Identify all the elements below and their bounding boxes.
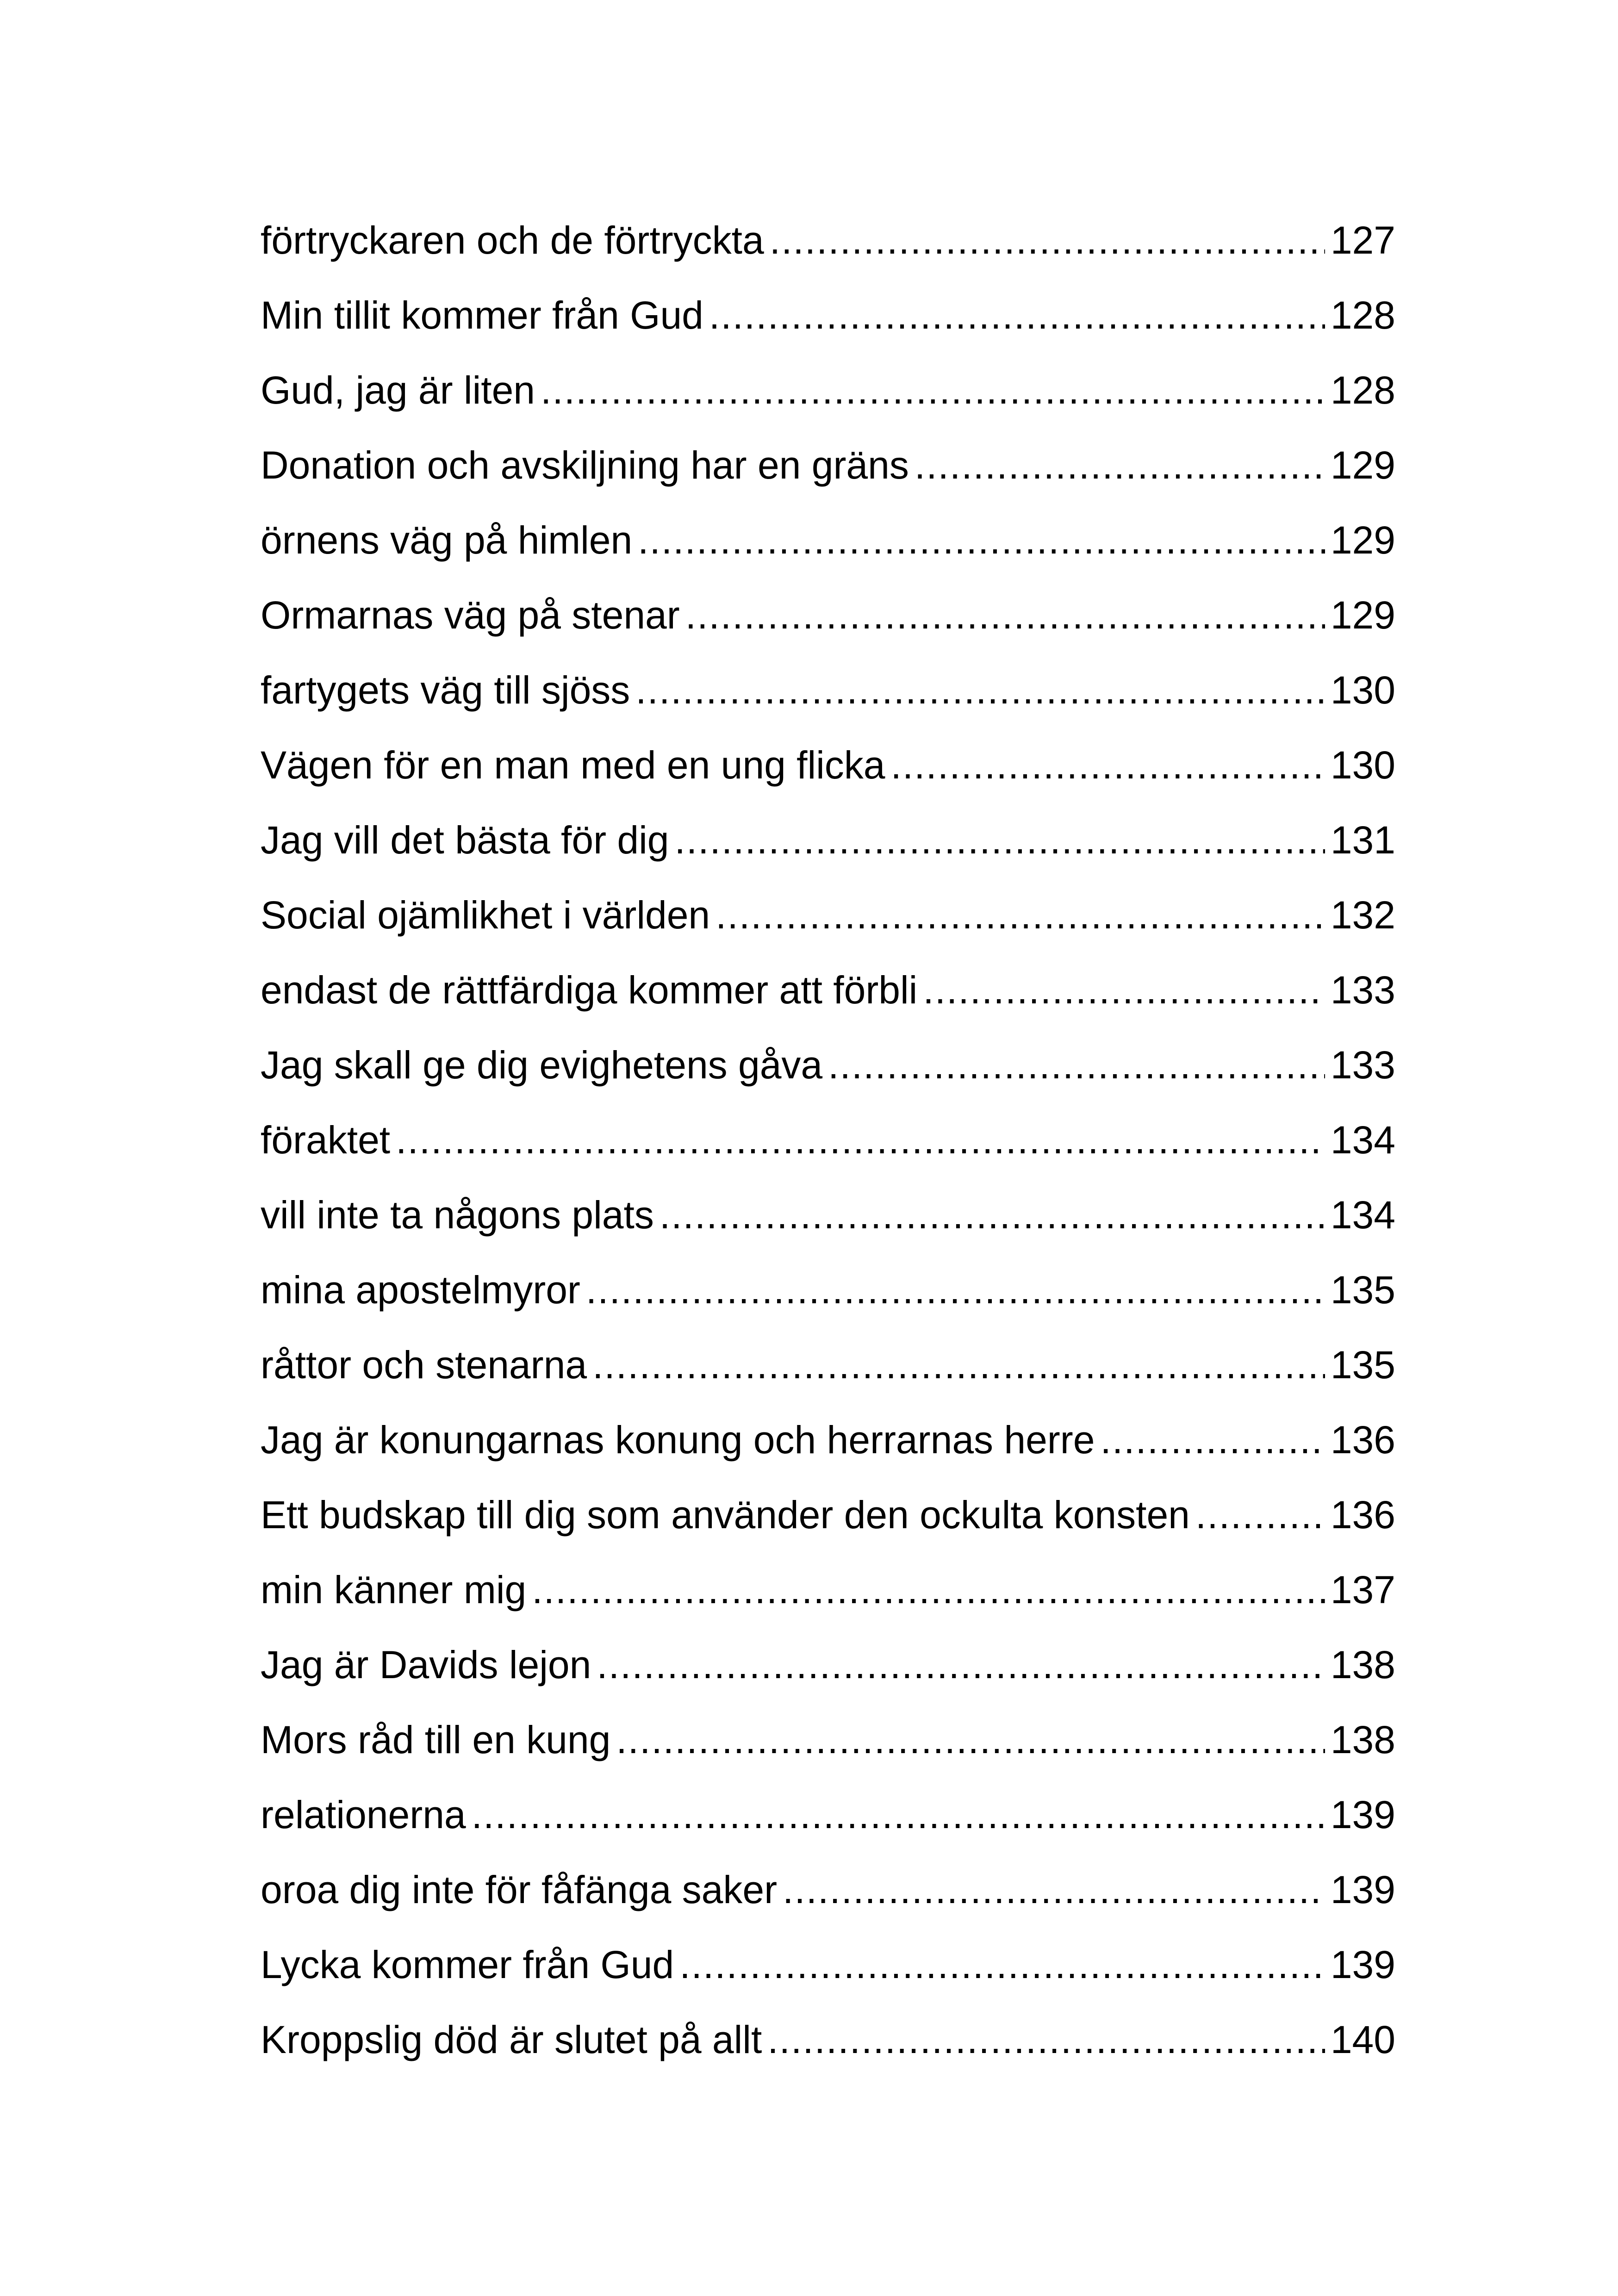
toc-dot-leader	[597, 1627, 1325, 1702]
toc-entry	[261, 1102, 1395, 1177]
toc-entry-page: 138	[1330, 1718, 1395, 1761]
toc-dot-leader	[616, 1702, 1325, 1777]
toc-entry-page: 136	[1330, 1493, 1395, 1537]
toc-dot-leader	[592, 1327, 1325, 1402]
toc-entry-title: relationerna	[261, 1793, 466, 1836]
toc-entry	[261, 653, 1395, 728]
toc-entry	[261, 1327, 1395, 1402]
toc-entry-title: Kroppslig död är slutet på allt	[261, 2018, 762, 2061]
toc-entry	[261, 728, 1395, 803]
toc-entry-page: 139	[1330, 1793, 1395, 1836]
table-of-contents	[261, 203, 1395, 2077]
toc-entry	[261, 1177, 1395, 1252]
toc-entry-page: 131	[1330, 818, 1395, 862]
toc-entry-title: vill inte ta någons plats	[261, 1193, 654, 1237]
toc-entry-title: förtryckaren och de förtryckta	[261, 218, 764, 262]
toc-entry-page: 136	[1330, 1418, 1395, 1462]
toc-entry-title: endast de rättfärdiga kommer att förbli	[261, 968, 918, 1012]
toc-entry	[261, 1552, 1395, 1627]
toc-entry-title: Min tillit kommer från Gud	[261, 293, 703, 337]
toc-entry	[261, 353, 1395, 428]
toc-entry-title: Vägen för en man med en ung flicka	[261, 743, 885, 787]
toc-dot-leader	[767, 2002, 1325, 2077]
toc-dot-leader	[709, 278, 1325, 353]
toc-entry-page: 133	[1330, 968, 1395, 1012]
toc-entry	[261, 803, 1395, 877]
toc-entry-page: 129	[1330, 443, 1395, 487]
toc-entry	[261, 877, 1395, 952]
toc-entry-page: 127	[1330, 218, 1395, 262]
toc-entry	[261, 1852, 1395, 1927]
toc-dot-leader	[1195, 1477, 1325, 1552]
toc-dot-leader	[915, 428, 1325, 503]
toc-entry-title: Social ojämlikhet i världen	[261, 893, 710, 937]
toc-entry	[261, 1477, 1395, 1552]
toc-entry-title: min känner mig	[261, 1568, 527, 1612]
toc-dot-leader	[783, 1852, 1325, 1927]
toc-entry	[261, 1627, 1395, 1702]
toc-entry-page: 129	[1330, 593, 1395, 637]
toc-entry-title: fartygets väg till sjöss	[261, 668, 630, 712]
toc-entry-page: 133	[1330, 1043, 1395, 1087]
toc-entry-title: Gud, jag är liten	[261, 368, 535, 412]
toc-dot-leader	[923, 952, 1325, 1027]
toc-dot-leader	[685, 578, 1325, 653]
toc-dot-leader	[635, 653, 1325, 728]
toc-dot-leader	[770, 203, 1325, 278]
toc-entry-title: Ormarnas väg på stenar	[261, 593, 680, 637]
toc-entry-title: mina apostelmyror	[261, 1268, 580, 1312]
toc-entry	[261, 2002, 1395, 2077]
toc-entry	[261, 1402, 1395, 1477]
toc-entry-title: föraktet	[261, 1118, 391, 1162]
toc-entry	[261, 1252, 1395, 1327]
toc-entry-page: 140	[1330, 2018, 1395, 2061]
toc-dot-leader	[541, 353, 1325, 428]
toc-entry-title: Jag är konungarnas konung och herrarnas herre	[261, 1418, 1095, 1462]
toc-entry-page: 128	[1330, 293, 1395, 337]
toc-entry-page: 139	[1330, 1868, 1395, 1911]
toc-entry-title: Jag är Davids lejon	[261, 1643, 591, 1686]
toc-entry	[261, 203, 1395, 278]
toc-entry-page: 130	[1330, 743, 1395, 787]
toc-entry	[261, 1927, 1395, 2002]
toc-entry-page: 129	[1330, 518, 1395, 562]
toc-entry-title: Lycka kommer från Gud	[261, 1943, 674, 1986]
toc-dot-leader	[472, 1777, 1325, 1852]
toc-entry-title: Donation och avskiljning har en gräns	[261, 443, 909, 487]
toc-dot-leader	[532, 1552, 1325, 1627]
toc-entry-page: 134	[1330, 1118, 1395, 1162]
toc-entry	[261, 428, 1395, 503]
toc-entry-page: 138	[1330, 1643, 1395, 1686]
toc-dot-leader	[396, 1102, 1325, 1177]
toc-entry-page: 132	[1330, 893, 1395, 937]
toc-entry	[261, 278, 1395, 353]
toc-entry-title: råttor och stenarna	[261, 1343, 587, 1387]
toc-entry-title: Jag skall ge dig evighetens gåva	[261, 1043, 823, 1087]
toc-dot-leader	[716, 877, 1325, 952]
toc-entry-page: 128	[1330, 368, 1395, 412]
toc-dot-leader	[1100, 1402, 1325, 1477]
toc-entry	[261, 952, 1395, 1027]
toc-dot-leader	[828, 1027, 1325, 1102]
toc-dot-leader	[638, 503, 1325, 578]
toc-dot-leader	[679, 1927, 1325, 2002]
toc-entry	[261, 1027, 1395, 1102]
toc-entry-title: Mors råd till en kung	[261, 1718, 611, 1761]
toc-entry	[261, 578, 1395, 653]
toc-dot-leader	[660, 1177, 1325, 1252]
toc-dot-leader	[675, 803, 1325, 877]
toc-entry-title: oroa dig inte för fåfänga saker	[261, 1868, 778, 1911]
toc-entry-page: 130	[1330, 668, 1395, 712]
toc-dot-leader	[891, 728, 1325, 803]
toc-dot-leader	[586, 1252, 1325, 1327]
toc-entry-page: 135	[1330, 1268, 1395, 1312]
toc-entry-title: Jag vill det bästa för dig	[261, 818, 669, 862]
toc-entry-page: 139	[1330, 1943, 1395, 1986]
toc-entry-title: örnens väg på himlen	[261, 518, 633, 562]
toc-entry-page: 137	[1330, 1568, 1395, 1612]
toc-entry-page: 134	[1330, 1193, 1395, 1237]
toc-entry	[261, 1702, 1395, 1777]
toc-entry	[261, 1777, 1395, 1852]
toc-entry-title: Ett budskap till dig som använder den ockulta konsten	[261, 1493, 1190, 1537]
toc-entry-page: 135	[1330, 1343, 1395, 1387]
toc-entry	[261, 503, 1395, 578]
